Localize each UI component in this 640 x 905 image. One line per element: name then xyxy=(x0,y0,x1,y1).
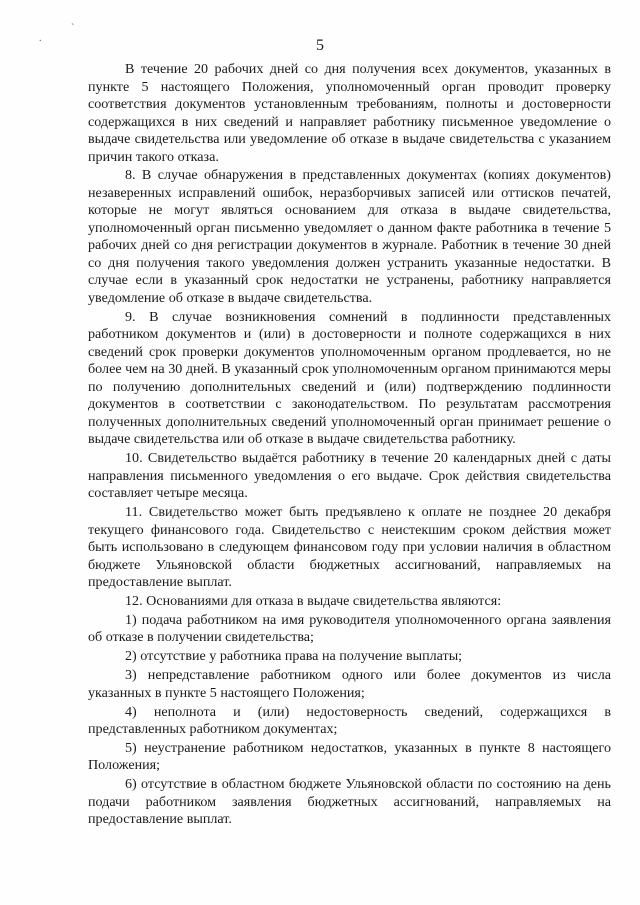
page-number: 5 xyxy=(316,37,324,54)
document-body xyxy=(88,61,611,830)
paragraph-item-8: 8. В случае обнаружения в представленных документах (копиях документов) незаверенных исправлений ошибок, неразборчивых записей или оттисков печатей, которые не могут являться основанием для отказа в выдаче свидетельства, уполномоченный орган письменно уведомляет о данном факте работника в течение 5 рабочих дней со дня регистрации документов в журнале. Работник в течение 30 дней со дня получения такого уведомления должен устранить указанные недостатки. В случае если в указанный срок недостатки не устранены, работнику направляется уведомление об отказе в выдаче свидетельства. xyxy=(88,167,611,306)
list-item-refusal-6: 6) отсутствие в областном бюджете Ульяновской области по состоянию на день подачи работником заявления бюджетных ассигнований, направляемых на предоставление выплат. xyxy=(88,776,611,828)
scan-mark: ` xyxy=(71,23,75,34)
paragraph-item-10: 10. Свидетельство выдаётся работнику в течение 20 календарных дней с даты направления письменного уведомления о его выдаче. Срок действия свидетельства составляет четыре месяца. xyxy=(88,450,611,502)
paragraph-review-period: В течение 20 рабочих дней со дня получения всех документов, указанных в пункте 5 настоящего Положения, уполномоченный орган проводит проверку соответствия документов установленным требованиям, полноты и достоверности содержащихся в них сведений и направляет работнику письменное уведомление о выдаче свидетельства или уведомление об отказе в выдаче свидетельства с указанием причин такого отказа. xyxy=(88,61,611,165)
list-item-refusal-2: 2) отсутствие у работника права на получение выплаты; xyxy=(125,648,463,665)
list-item-refusal-5: 5) неустранение работником недостатков, указанных в пункте 8 настоящего Положения; xyxy=(88,739,611,774)
list-item-refusal-1: 1) подача работником на имя руководителя уполномоченного органа заявления об отказе в получении свидетельства; xyxy=(88,611,611,646)
paragraph-item-11: 11. Свидетельство может быть предъявлено к оплате не позднее 20 декабря текущего финансового года. Свидетельство с неистекшим сроком действия может быть использовано в следующем финансовом году при условии наличия в областном бюджете Ульяновской области бюджетных ассигнований, направляемых на предоставление выплат. xyxy=(88,504,611,591)
paragraph-item-9: 9. В случае возникновения сомнений в подлинности представленных работником документов и (или) в достоверности и полноте содержащихся в них сведений срок проверки документов уполномоченным органом продлевается, но не более чем на 30 дней. В указанный срок уполномоченным органом принимаются меры по получению дополнительных сведений и (или) подтверждению подлинности документов в соответствии с законодательством. По результатам рассмотрения полученных дополнительных сведений уполномоченный орган принимает решение о выдаче свидетельства или об отказе в выдаче свидетельства работнику. xyxy=(88,308,611,448)
list-item-refusal-3: 3) непредставление работником одного или более документов из числа указанных в пункте 5 настоящего Положения; xyxy=(88,667,611,701)
list-item-refusal-4: 4) неполнота и (или) недостоверность сведений, содержащихся в представленных работником документах; xyxy=(88,703,611,738)
paragraph-item-12: 12. Основаниями для отказа в выдаче свидетельства являются: xyxy=(125,592,502,609)
scan-mark: . xyxy=(39,33,42,44)
